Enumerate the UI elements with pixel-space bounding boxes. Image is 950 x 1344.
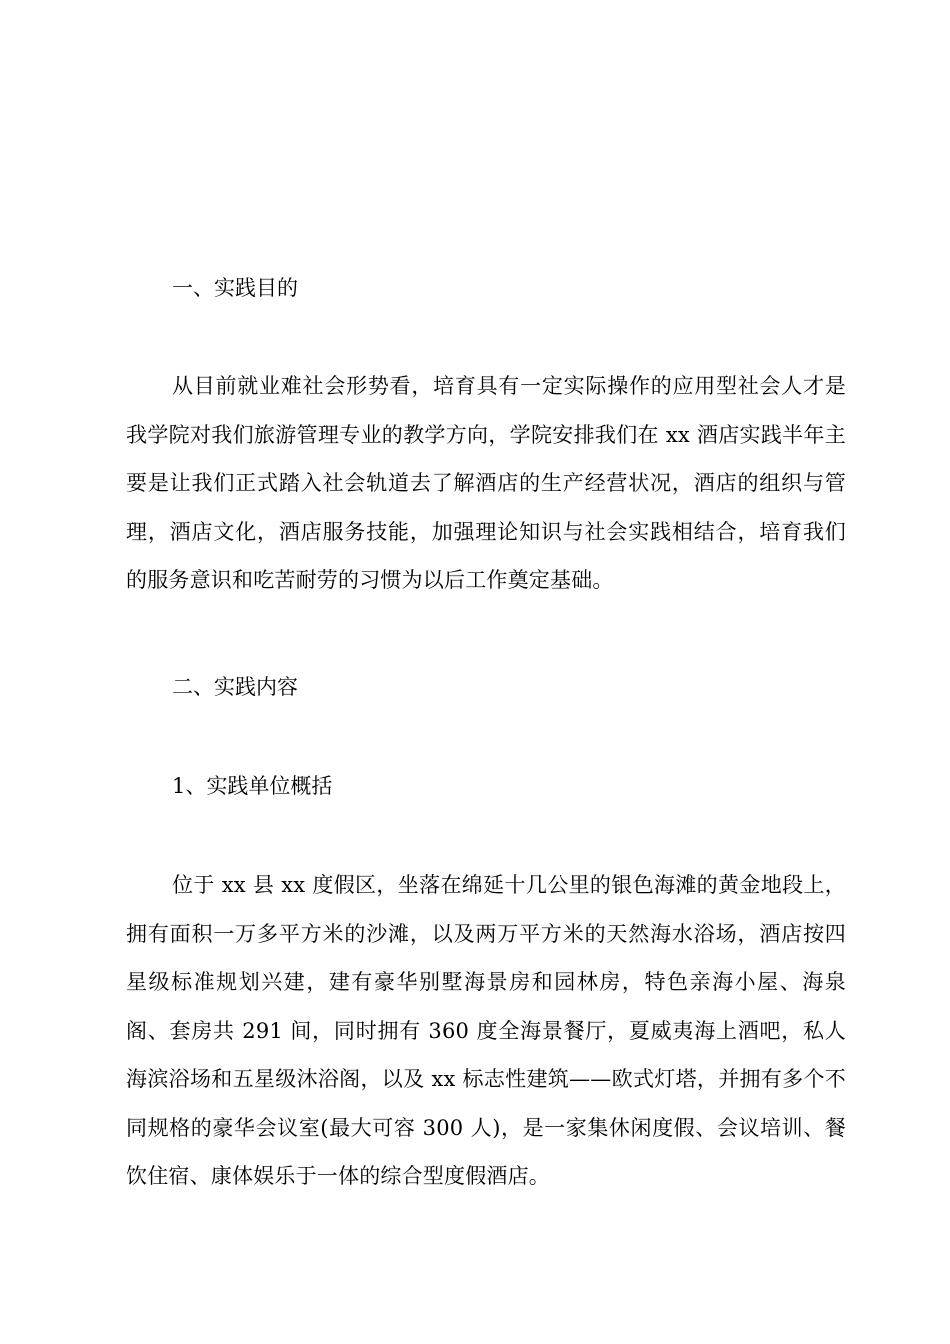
section-heading-content: 二、实践内容: [172, 675, 298, 699]
section-heading-purpose: 一、实践目的: [172, 276, 298, 300]
paragraph-purpose: 从目前就业难社会形势看，培育具有一定实际操作的应用型社会人才是我学院对我们旅游管理专业的教学方向，学院安排我们在 xx 酒店实践半年主要是让我们正式踏入社会轨道去了解酒店的生产经营状况，酒店的组织与管理，酒店文化，酒店服务技能，加强理论知识与社会实践相结合，培育我们的服务意识和吃苦耐劳的习惯为以后工作奠定基础。: [126, 374, 846, 592]
subsection-heading-unit-overview: 1、实践单位概括: [172, 774, 333, 798]
paragraph-unit-overview: 位于 xx 县 xx 度假区，坐落在绵延十几公里的银色海滩的黄金地段上，拥有面积一万多平方米的沙滩，以及两万平方米的天然海水浴场，酒店按四星级标准规划兴建，建有豪华别墅海景房和园林房，特色亲海小屋、海泉阁、套房共 291 间，同时拥有 360 度全海景餐厅，夏威夷海上酒吧，私人海滨浴场和五星级沐浴阁，以及 xx 标志性建筑——欧式灯塔，并拥有多个不同规格的豪华会议室(最大可容 300 人)，是一家集休闲度假、会议培训、餐饮住宿、康体娱乐于一体的综合型度假酒店。: [126, 873, 846, 1188]
